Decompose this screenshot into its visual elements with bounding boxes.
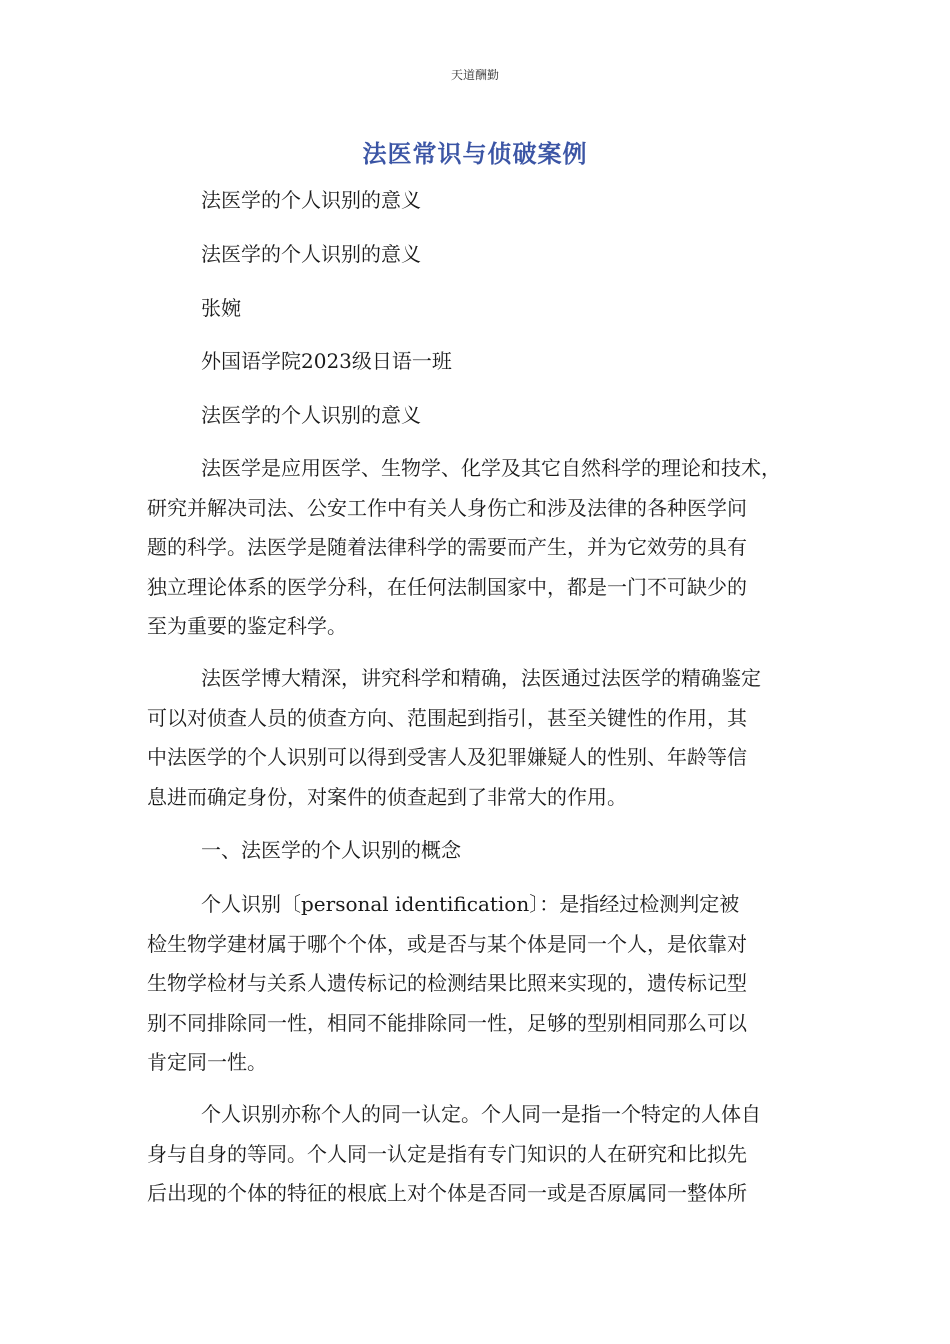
paragraph-line: 个人识别亦称个人的同一认定。个人同一是指一个特定的人体自 bbox=[201, 1102, 761, 1126]
paragraph-line: 中法医学的个人识别可以得到受害人及犯罪嫌疑人的性别、年龄等信 bbox=[147, 745, 747, 770]
section-heading bbox=[147, 831, 812, 871]
paragraph-line: 身与自身的等同。个人同一认定是指有专门知识的人在研究和比拟先 bbox=[147, 1141, 747, 1166]
paragraph-line: 法医学是应用医学、生物学、化学及其它自然科学的理论和技术， bbox=[201, 456, 781, 480]
paragraph bbox=[147, 1095, 812, 1214]
paragraph-line: 后出现的个体的特征的根底上对个体是否同一或是否原属同一整体所 bbox=[147, 1181, 747, 1206]
paragraph-line: 题的科学。法医学是随着法律科学的需要而产生，并为它效劳的具有 bbox=[147, 535, 747, 560]
document-title: 法医常识与侦破案例 bbox=[362, 140, 588, 168]
heading-line: 一、法医学的个人识别的概念 bbox=[201, 838, 461, 862]
paragraph-line: 研究并解决司法、公安工作中有关人身伤亡和涉及法律的各种医学问 bbox=[147, 495, 747, 520]
paragraph-line: 息进而确定身份，对案件的侦查起到了非常大的作用。 bbox=[147, 784, 627, 809]
paragraph bbox=[147, 449, 812, 647]
section-heading: 法医学的个人识别的意义 bbox=[201, 403, 421, 427]
paragraph-line: 生物学检材与关系人遗传标记的检测结果比照来实现的，遗传标记型 bbox=[147, 971, 747, 996]
paragraph-line: 别不同排除同一性，相同不能排除同一性，足够的型别相同那么可以 bbox=[147, 1010, 747, 1035]
paragraph-line: 独立理论体系的医学分科，在任何法制国家中，都是一门不可缺少的 bbox=[147, 574, 747, 599]
paragraph-line: 肯定同一性。 bbox=[147, 1050, 267, 1075]
subtitle-line: 法医学的个人识别的意义 bbox=[201, 188, 421, 212]
subtitle-line: 法医学的个人识别的意义 bbox=[201, 242, 421, 266]
paragraph-line: 法医学博大精深，讲究科学和精确，法医通过法医学的精确鉴定 bbox=[201, 666, 761, 690]
paragraph-line: 至为重要的鉴定科学。 bbox=[147, 614, 347, 639]
paragraph bbox=[147, 659, 812, 817]
paragraph-line: 可以对侦查人员的侦查方向、范围起到指引，甚至关键性的作用，其 bbox=[147, 705, 747, 730]
paragraph-line: 个人识别〔personal identification〕：是指经过检测判定被 bbox=[201, 892, 740, 916]
author-name: 张婉 bbox=[201, 296, 241, 320]
paragraph bbox=[147, 885, 812, 1083]
page-header: 天道酬勤 bbox=[450, 68, 499, 82]
author-affiliation: 外国语学院2023级日语一班 bbox=[201, 349, 452, 373]
paragraph-line: 检生物学建材属于哪个个体，或是否与某个体是同一个人，是依靠对 bbox=[147, 931, 747, 956]
